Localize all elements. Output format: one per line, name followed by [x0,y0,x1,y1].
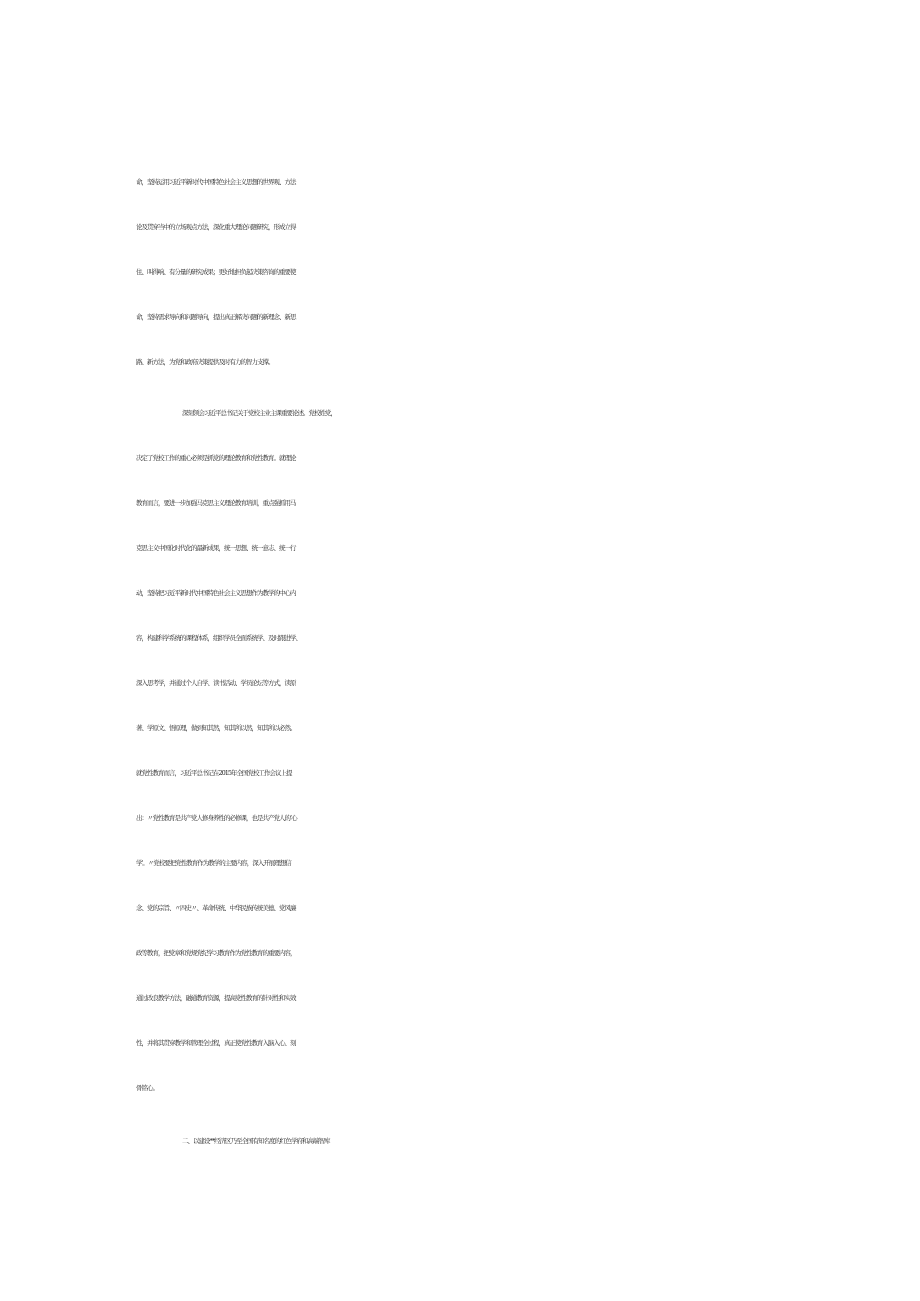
text-line-9: 克思主义中国化时代化的最新成果，统一思想、统一意志、统一行 [136,544,296,552]
text-line-13: 著、学原文、悟原理，做到知其然，知其所以然，知其所以必然。 [136,724,296,732]
text-line-2: 论及贯穿当中的立场观点方法，深化重大理论问题研究，形成立得 [136,223,296,231]
text-line-5: 路、新方法，为党和政府决策提供及时有力的智力支撑。 [136,358,274,366]
text-line-7: 决定了党校工作的重心必须是抓党的理论教育和党性教育。就理论 [136,454,296,462]
text-line-8: 教育而言，要进一步加强马克思主义理论教育培训，重点强抓用马 [136,499,296,507]
text-line-14: 就党性教育而言，习近平总书记在2015年全国党校工作会议上提 [136,769,292,777]
text-line-11: 容，构建科学系统的课程体系，组织学员全面系统学、及时跟进学、 [136,634,301,642]
text-line-6: 深刻领会习近平总书记关于党校主业主课重要论述。党校姓党， [182,409,336,417]
text-line-4: 命，坚持需求导向和问题导向，提出真正解决问题的新理念、新思 [136,313,296,321]
text-line-20: 性，并将其贯穿教学和管理全过程，真正使党性教育入脑入心、刻 [136,1039,296,1047]
text-line-15: 出：〃党性教育是共产党人修身养性的必修课，也是共产党人的‘心 [136,814,297,822]
text-line-21: 骨铭心。 [136,1084,158,1092]
text-line-18: 政等教育，把党章和党规党纪学习教育作为党性教育的重要内容， [136,949,296,957]
section-heading: 二、以建设**经济区乃至全国有知名度的红色学府和高端智库 [182,1137,330,1145]
text-line-16: 学'。〃党校要把党性教育作为教学的主要内容，深入开展理想信 [136,859,291,867]
text-line-12: 深入思考学，并通过个人自学、读书活动、学员论坛等方式，读原 [136,679,296,687]
text-line-19: 通过改良教学方法，融通教育资源，提高党性教育的针对性和实效 [136,994,296,1002]
text-line-17: 念、党的宗旨、〃四史〃、革命传统、中华民族传统美德、党风廉 [136,904,296,912]
text-line-10: 动，坚持把习近平新时代中国特色社会主义思想作为教学的中心内 [136,589,296,597]
text-line-1: 命，坚持运用习近平新时代中国特色社会主义思想的世界观、方法 [136,178,296,186]
text-line-3: 住、叫得响、有分量的研究成果；更好地担负起决策咨询的重要使 [136,268,296,276]
